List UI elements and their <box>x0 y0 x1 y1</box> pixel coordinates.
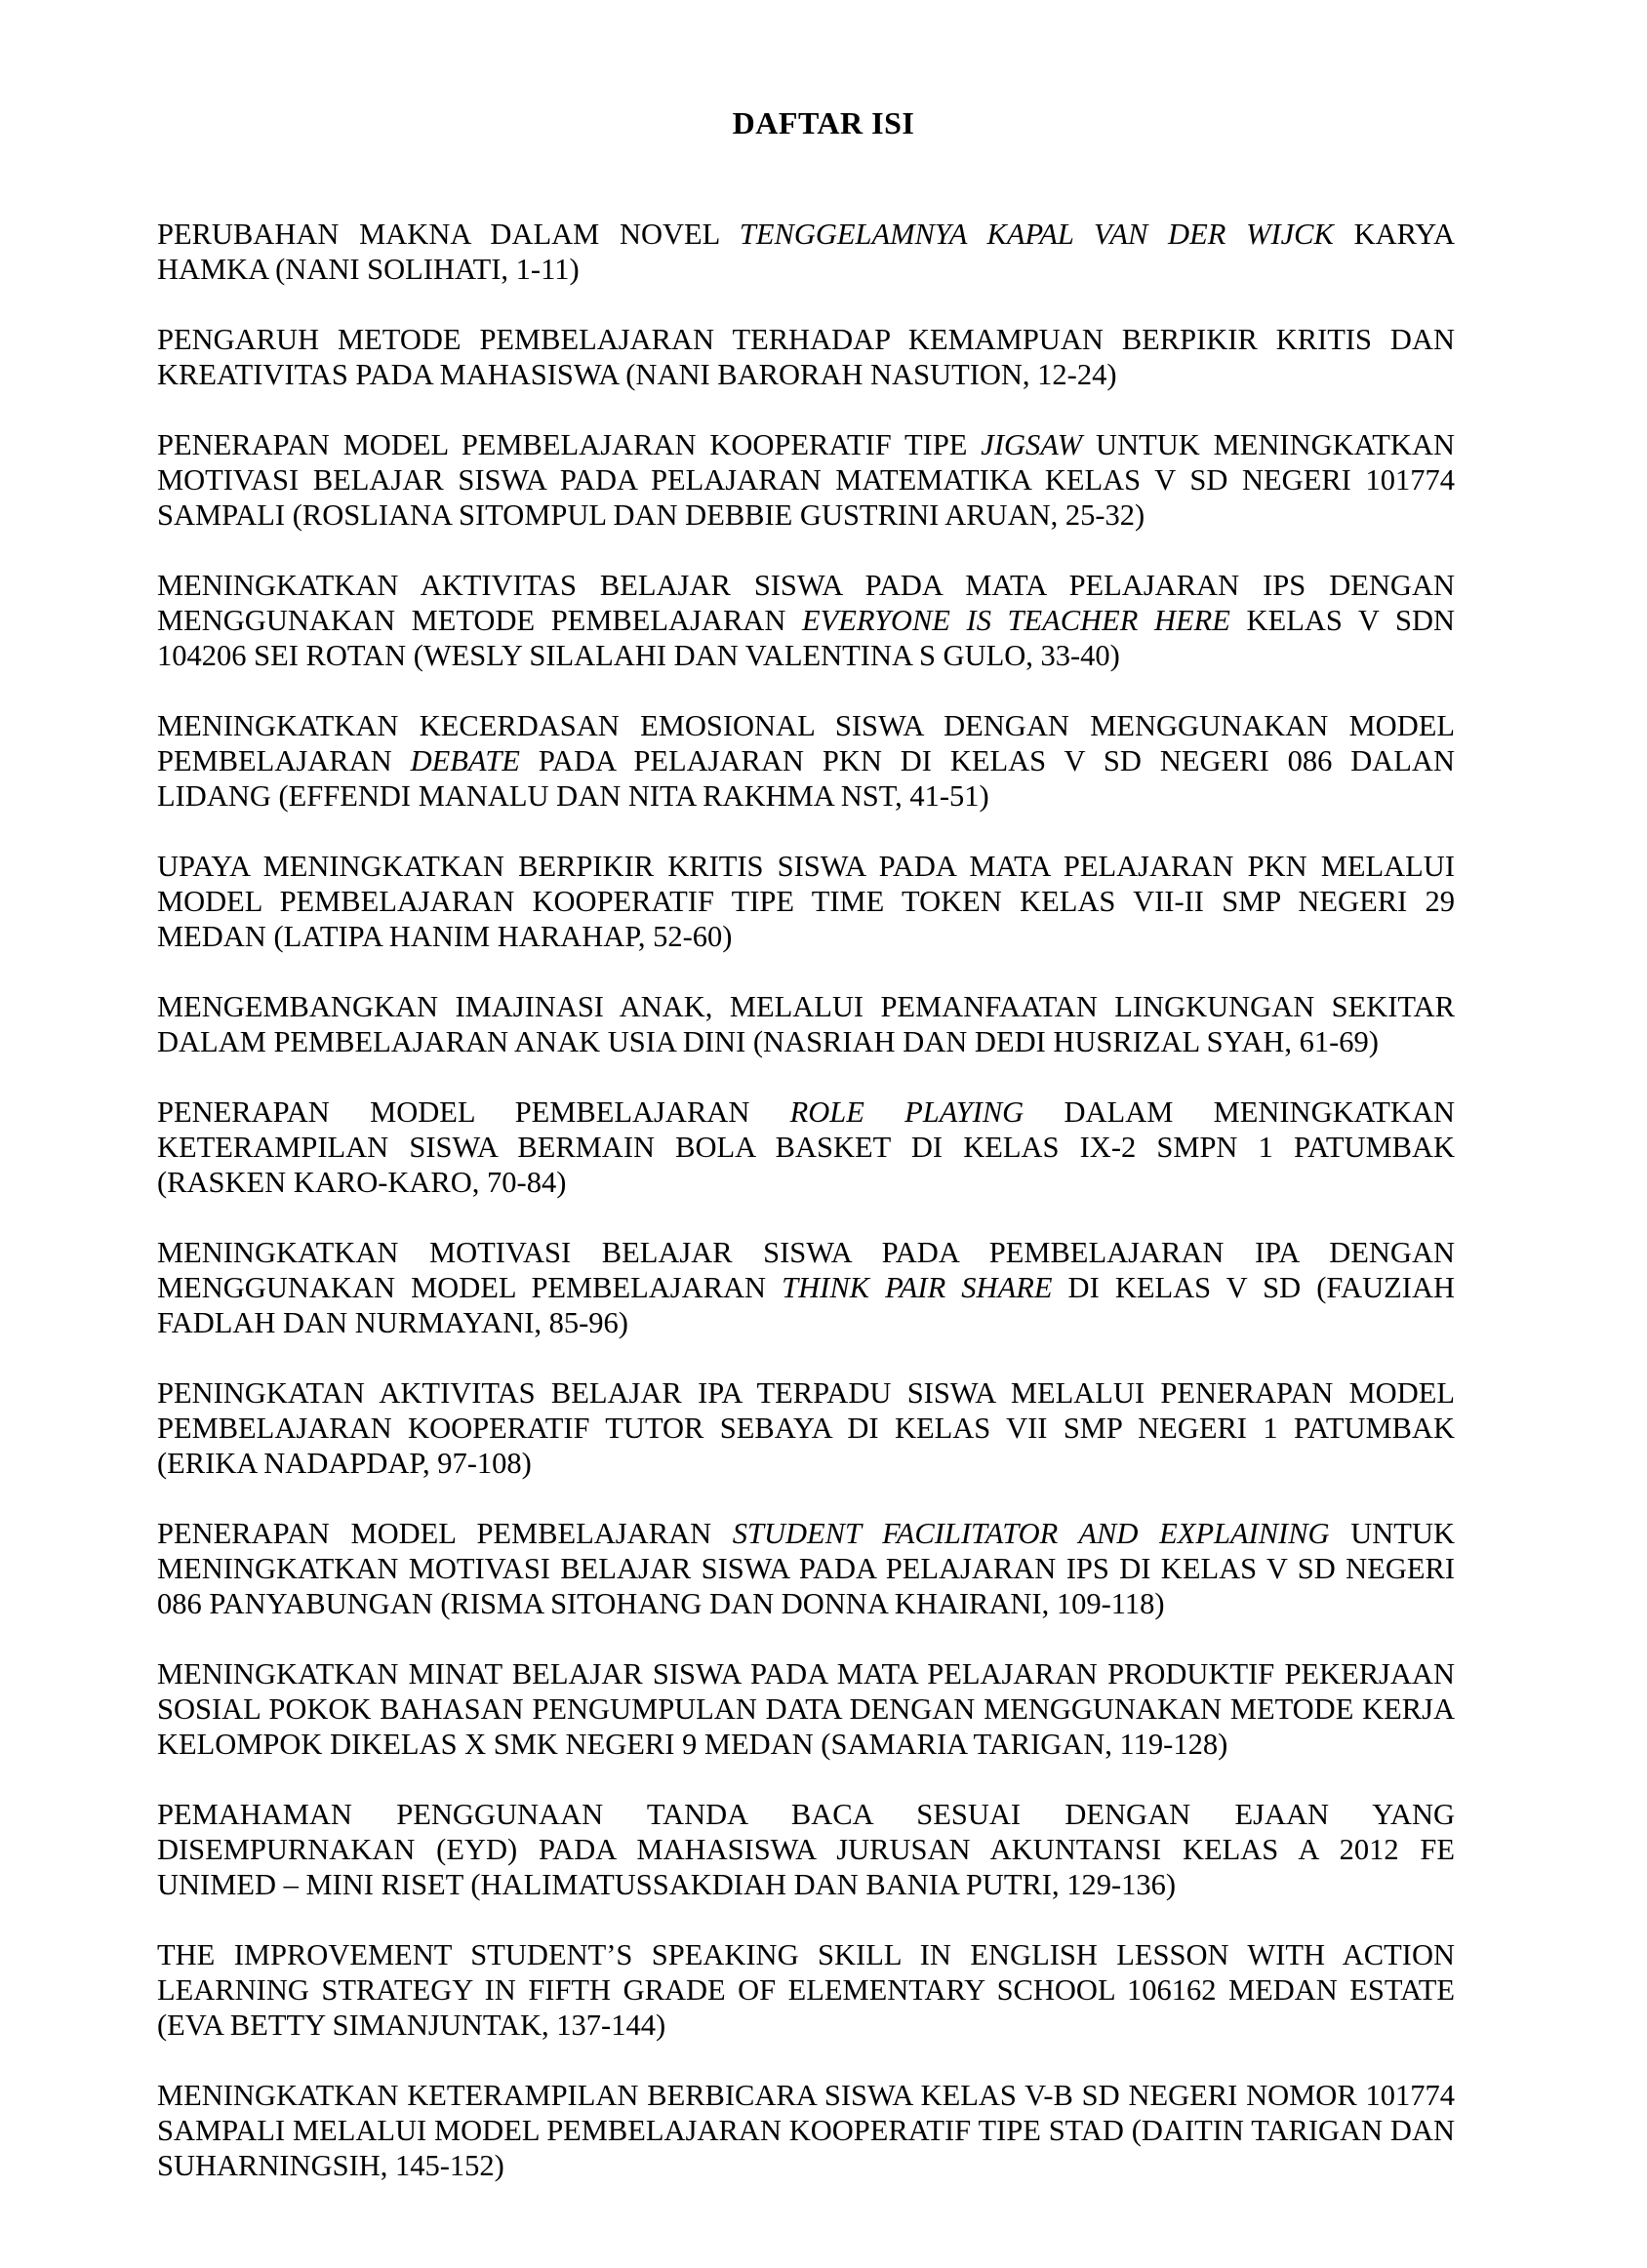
toc-entry <box>157 322 1455 392</box>
toc-entry-italic-text: EVERYONE IS TEACHER HERE <box>801 604 1230 637</box>
toc-entry-text: PENGARUH METODE PEMBELAJARAN TERHADAP KEMAMPUAN BERPIKIR KRITIS DAN KREATIVITAS PADA MAHASISWA (NANI BARORAH NASUTION, 12-24) <box>157 323 1455 391</box>
toc-entry <box>157 1797 1455 1902</box>
toc-entry-text: PEMAHAMAN PENGGUNAAN TANDA BACA SESUAI DENGAN EJAAN YANG DISEMPURNAKAN (EYD) PADA MAHASISWA JURUSAN AKUNTANSI KELAS A 2012 FE UNIMED – MINI RISET (HALIMATUSSAKDIAH DAN BANIA PUTRI, 129-136) <box>157 1798 1455 1901</box>
toc-entry-text: DI KELAS V SD (FAUZIAH FADLAH DAN NURMAYANI, 85-96) <box>157 1271 1456 1339</box>
toc-entry-text: MENINGKATKAN MOTIVASI BELAJAR SISWA PADA PEMBELAJARAN IPA DENGAN MENGGUNAKAN MODEL PEMBELAJARAN <box>157 1236 1455 1304</box>
toc-entry-text: MENGEMBANGKAN IMAJINASI ANAK, MELALUI PEMANFAATAN LINGKUNGAN SEKITAR DALAM PEMBELAJARAN ANAK USIA DINI (NASRIAH DAN DEDI HUSRIZAL SYAH, 61-69) <box>157 990 1455 1058</box>
toc-entry <box>157 708 1455 814</box>
toc-entry-italic-text: THINK PAIR SHARE <box>782 1271 1053 1304</box>
toc-entry <box>157 1516 1455 1621</box>
toc-entry <box>157 1656 1455 1762</box>
toc-entry-text: DALAM MENINGKATKAN KETERAMPILAN SISWA BERMAIN BOLA BASKET DI KELAS IX-2 SMPN 1 PATUMBAK (RASKEN KARO-KARO, 70-84) <box>157 1095 1455 1199</box>
toc-entry-italic-text: JIGSAW <box>981 428 1083 461</box>
toc-entry-text: MENINGKATKAN KETERAMPILAN BERBICARA SISWA KELAS V-B SD NEGERI NOMOR 101774 SAMPALI MELALUI MODEL PEMBELAJARAN KOOPERATIF TIPE STAD (DAITIN TARIGAN DAN SUHARNINGSIH, 145-152) <box>157 2079 1455 2182</box>
toc-entry-text: MENINGKATKAN AKTIVITAS BELAJAR SISWA PADA MATA PELAJARAN IPS DENGAN MENGGUNAKAN METODE PEMBELAJARAN <box>157 569 1455 637</box>
toc-entry-text: MENINGKATKAN KECERDASAN EMOSIONAL SISWA DENGAN MENGGUNAKAN MODEL PEMBELAJARAN <box>157 709 1455 777</box>
toc-entry-italic-text: ROLE PLAYING <box>789 1095 1024 1129</box>
toc-entry-text: PADA PELAJARAN PKN DI KELAS V SD NEGERI 086 DALAN LIDANG (EFFENDI MANALU DAN NITA RAKHMA NST, 41-51) <box>157 744 1455 813</box>
toc-entry <box>157 989 1455 1059</box>
toc-entry-text: MENINGKATKAN MINAT BELAJAR SISWA PADA MATA PELAJARAN PRODUKTIF PEKERJAAN SOSIAL POKOK BAHASAN PENGUMPULAN DATA DENGAN MENGGUNAKAN METODE KERJA KELOMPOK DIKELAS X SMK NEGERI 9 MEDAN (SAMARIA TARIGAN, 119-128) <box>157 1657 1455 1761</box>
toc-entry-italic-text: STUDENT FACILITATOR AND EXPLAINING <box>732 1517 1330 1550</box>
toc-entry <box>157 849 1455 954</box>
toc-entry-text: KARYA HAMKA (NANI SOLIHATI, 1-11) <box>157 218 1455 286</box>
toc-entry-text: UNTUK MENINGKATKAN MOTIVASI BELAJAR SISWA PADA PELAJARAN MATEMATIKA KELAS V SD NEGERI 101774 SAMPALI (ROSLIANA SITOMPUL DAN DEBBIE GUSTRINI ARUAN, 25-32) <box>157 428 1455 532</box>
toc-entry-italic-text: DEBATE <box>410 744 520 777</box>
toc-entry <box>157 1937 1455 2043</box>
table-of-contents <box>157 217 1455 2218</box>
toc-entry-text: PENERAPAN MODEL PEMBELAJARAN <box>157 1095 790 1129</box>
toc-entry <box>157 568 1455 673</box>
toc-entry-text: UNTUK MENINGKATKAN MOTIVASI BELAJAR SISWA PADA PELAJARAN IPS DI KELAS V SD NEGERI 086 PANYABUNGAN (RISMA SITOHANG DAN DONNA KHAIRANI, 109-118) <box>157 1517 1455 1620</box>
page-title: DAFTAR ISI <box>732 105 915 140</box>
toc-entry <box>157 1375 1455 1481</box>
toc-entry-text: PENERAPAN MODEL PEMBELAJARAN KOOPERATIF TIPE <box>157 428 982 461</box>
toc-entry-text: THE IMPROVEMENT STUDENT’S SPEAKING SKILL IN ENGLISH LESSON WITH ACTION LEARNING STRATEGY IN FIFTH GRADE OF ELEMENTARY SCHOOL 106162 MEDAN ESTATE (EVA BETTY SIMANJUNTAK, 137-144) <box>157 1938 1455 2042</box>
toc-entry <box>157 427 1455 533</box>
toc-entry-italic-text: TENGGELAMNYA KAPAL VAN DER WIJCK <box>739 218 1334 251</box>
toc-entry <box>157 2078 1455 2183</box>
toc-entry <box>157 1235 1455 1340</box>
toc-entry-text: PENERAPAN MODEL PEMBELAJARAN <box>157 1517 733 1550</box>
toc-entry-text: UPAYA MENINGKATKAN BERPIKIR KRITIS SISWA PADA MATA PELAJARAN PKN MELALUI MODEL PEMBELAJARAN KOOPERATIF TIPE TIME TOKEN KELAS VII-II SMP NEGERI 29 MEDAN (LATIPA HANIM HARAHAP, 52-60) <box>157 850 1455 953</box>
toc-entry-text: PENINGKATAN AKTIVITAS BELAJAR IPA TERPADU SISWA MELALUI PENERAPAN MODEL PEMBELAJARAN KOOPERATIF TUTOR SEBAYA DI KELAS VII SMP NEGERI 1 PATUMBAK (ERIKA NADAPDAP, 97-108) <box>157 1376 1455 1480</box>
toc-entry <box>157 217 1455 287</box>
toc-entry-text: KELAS V SDN 104206 SEI ROTAN (WESLY SILALAHI DAN VALENTINA S GULO, 33-40) <box>157 604 1455 672</box>
toc-entry <box>157 1094 1455 1200</box>
toc-entry-text: PERUBAHAN MAKNA DALAM NOVEL <box>157 218 740 251</box>
